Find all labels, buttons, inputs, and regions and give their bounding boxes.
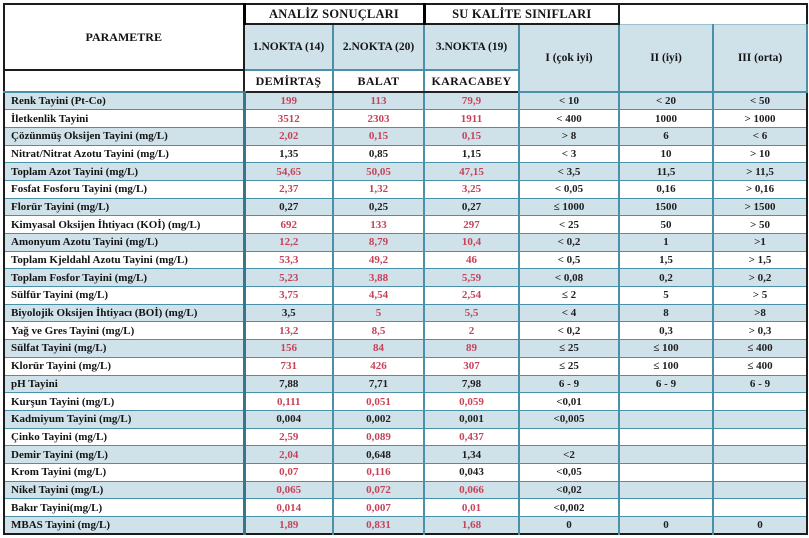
class-limit-value: >8 [713,304,807,322]
measurement-value: 0,111 [244,393,333,411]
class-limit-value: 6 [619,127,713,145]
column-header-parametre: PARAMETRE [4,4,244,70]
column-header-class-2: II (iyi) [619,24,713,92]
header-analiz-sonuclari: ANALİZ SONUÇLARI [244,4,424,24]
class-limit-value: <0,01 [519,393,619,411]
class-limit-value: < 0,08 [519,269,619,287]
parameter-name: Kimyasal Oksijen İhtiyacı (KOİ) (mg/L) [4,216,244,234]
measurement-value: 1,15 [424,145,519,163]
table-body [4,92,807,534]
class-limit-value: < 0,2 [519,234,619,252]
measurement-value: 2303 [333,110,424,128]
measurement-value: 0,051 [333,393,424,411]
measurement-value: 3,88 [333,269,424,287]
table-row [4,463,807,481]
measurement-value: 5,59 [424,269,519,287]
class-limit-value [713,393,807,411]
measurement-value: 0,065 [244,481,333,499]
class-limit-value: <0,005 [519,410,619,428]
measurement-value: 0,01 [424,499,519,517]
measurement-value: 0,07 [244,463,333,481]
table-row [4,481,807,499]
column-header-station-demirtas: DEMİRTAŞ [244,70,333,92]
table-row [4,234,807,252]
class-limit-value [519,428,619,446]
class-limit-value: > 10 [713,145,807,163]
parameter-name: Toplam Kjeldahl Azotu Tayini (mg/L) [4,251,244,269]
class-limit-value: 0,2 [619,269,713,287]
measurement-value: 49,2 [333,251,424,269]
measurement-value: 2,59 [244,428,333,446]
column-header-station-karacabey: KARACABEY [424,70,519,92]
table-row [4,322,807,340]
measurement-value: 0,043 [424,463,519,481]
class-limit-value: 1000 [619,110,713,128]
measurement-value: 2,54 [424,287,519,305]
parameter-name: Sülfat Tayini (mg/L) [4,340,244,358]
class-limit-value: < 6 [713,127,807,145]
class-limit-value: ≤ 25 [519,357,619,375]
measurement-value: 89 [424,340,519,358]
parameter-name: Nitrat/Nitrat Azotu Tayini (mg/L) [4,145,244,163]
measurement-value: 0,059 [424,393,519,411]
class-limit-value [713,499,807,517]
measurement-value: 53,3 [244,251,333,269]
table-row [4,410,807,428]
measurement-value: 79,9 [424,92,519,110]
parameter-name: Bakır Tayini(mg/L) [4,499,244,517]
measurement-value: 3,5 [244,304,333,322]
class-limit-value: 10 [619,145,713,163]
column-header-class-3: III (orta) [713,24,807,92]
measurement-value: 0,014 [244,499,333,517]
class-limit-value: > 0,16 [713,180,807,198]
class-limit-value: ≤ 25 [519,340,619,358]
measurement-value: 0,25 [333,198,424,216]
class-limit-value: > 1500 [713,198,807,216]
class-limit-value: < 0,5 [519,251,619,269]
measurement-value: 1,68 [424,517,519,535]
measurement-value: 1,89 [244,517,333,535]
class-limit-value: 6 - 9 [619,375,713,393]
class-limit-value: < 3,5 [519,163,619,181]
water-quality-table [3,3,808,535]
measurement-value: 3,25 [424,180,519,198]
class-limit-value: <0,05 [519,463,619,481]
measurement-value: 1,32 [333,180,424,198]
table-row [4,198,807,216]
table-row [4,180,807,198]
class-limit-value: < 0,05 [519,180,619,198]
parameter-name: Toplam Fosfor Tayini (mg/L) [4,269,244,287]
measurement-value: 5 [333,304,424,322]
class-limit-value: 0 [619,517,713,535]
class-limit-value: <2 [519,446,619,464]
class-limit-value: > 1000 [713,110,807,128]
measurement-value: 0,089 [333,428,424,446]
class-limit-value: ≤ 1000 [519,198,619,216]
table-row [4,287,807,305]
class-limit-value: 0 [713,517,807,535]
class-limit-value: > 0,2 [713,269,807,287]
class-limit-value [619,463,713,481]
parameter-name: pH Tayini [4,375,244,393]
measurement-value: 0,437 [424,428,519,446]
class-limit-value [619,393,713,411]
parameter-name: Yağ ve Gres Tayini (mg/L) [4,322,244,340]
table-row [4,163,807,181]
class-limit-value: < 4 [519,304,619,322]
header-blank-strip [619,4,807,24]
table-row [4,499,807,517]
column-header-class-1: I (çok iyi) [519,24,619,92]
class-limit-value [713,446,807,464]
table-row [4,216,807,234]
measurement-value: 0,066 [424,481,519,499]
measurement-value: 0,002 [333,410,424,428]
measurement-value: 1,34 [424,446,519,464]
class-limit-value: 0,16 [619,180,713,198]
measurement-value: 12,2 [244,234,333,252]
parameter-name: Kadmiyum Tayini (mg/L) [4,410,244,428]
class-limit-value: ≤ 400 [713,357,807,375]
measurement-value: 46 [424,251,519,269]
class-limit-value: 1500 [619,198,713,216]
class-limit-value: < 10 [519,92,619,110]
class-limit-value: 6 - 9 [713,375,807,393]
class-limit-value: < 25 [519,216,619,234]
parameter-name: Nikel Tayini (mg/L) [4,481,244,499]
measurement-value: 0,001 [424,410,519,428]
measurement-value: 13,2 [244,322,333,340]
measurement-value: 4,54 [333,287,424,305]
measurement-value: 297 [424,216,519,234]
parameter-name: İletkenlik Tayini [4,110,244,128]
measurement-value: 3512 [244,110,333,128]
class-limit-value [713,428,807,446]
parameter-name: Biyolojik Oksijen İhtiyacı (BOİ) (mg/L) [4,304,244,322]
measurement-value: 0,072 [333,481,424,499]
parameter-name: Renk Tayini (Pt-Co) [4,92,244,110]
class-limit-value: 6 - 9 [519,375,619,393]
parameter-name: Krom Tayini (mg/L) [4,463,244,481]
measurement-value: 7,88 [244,375,333,393]
table-row [4,304,807,322]
class-limit-value [619,410,713,428]
class-limit-value: 5 [619,287,713,305]
measurement-value: 0,15 [333,127,424,145]
measurement-value: 0,27 [244,198,333,216]
measurement-value: 50,05 [333,163,424,181]
measurement-value: 0,648 [333,446,424,464]
measurement-value: 0,007 [333,499,424,517]
measurement-value: 1911 [424,110,519,128]
measurement-value: 47,15 [424,163,519,181]
class-limit-value [713,481,807,499]
class-limit-value: ≤ 400 [713,340,807,358]
measurement-value: 5,5 [424,304,519,322]
parameter-name: Fosfat Fosforu Tayini (mg/L) [4,180,244,198]
table-row [4,357,807,375]
class-limit-value: ≤ 100 [619,340,713,358]
table-row [4,446,807,464]
table-row [4,92,807,110]
class-limit-value: 0 [519,517,619,535]
measurement-value: 731 [244,357,333,375]
parameter-name: Florür Tayini (mg/L) [4,198,244,216]
table-row [4,251,807,269]
class-limit-value: 1,5 [619,251,713,269]
parameter-name: Klorür Tayini (mg/L) [4,357,244,375]
measurement-value: 7,98 [424,375,519,393]
measurement-value: 2,04 [244,446,333,464]
table-row [4,428,807,446]
class-limit-value: > 5 [713,287,807,305]
parameter-name: Çinko Tayini (mg/L) [4,428,244,446]
class-limit-value: 0,3 [619,322,713,340]
measurement-value: 8,5 [333,322,424,340]
parameter-name: Kurşun Tayini (mg/L) [4,393,244,411]
class-limit-value: > 0,3 [713,322,807,340]
measurement-value: 307 [424,357,519,375]
header-blank-cell [4,70,244,92]
parameter-name: Demir Tayini (mg/L) [4,446,244,464]
class-limit-value: > 1,5 [713,251,807,269]
parameter-name: Sülfür Tayini (mg/L) [4,287,244,305]
class-limit-value: ≤ 2 [519,287,619,305]
measurement-value: 3,75 [244,287,333,305]
column-header-point-1: 1.NOKTA (14) [244,24,333,70]
class-limit-value: 11,5 [619,163,713,181]
measurement-value: 0,85 [333,145,424,163]
class-limit-value: < 400 [519,110,619,128]
measurement-value: 113 [333,92,424,110]
parameter-name: Toplam Azot Tayini (mg/L) [4,163,244,181]
class-limit-value: > 11,5 [713,163,807,181]
class-limit-value [619,446,713,464]
class-limit-value: > 50 [713,216,807,234]
header-su-kalite-siniflari: SU KALİTE SINIFLARI [424,4,619,24]
table-row [4,127,807,145]
measurement-value: 0,116 [333,463,424,481]
table-row [4,145,807,163]
class-limit-value [619,499,713,517]
measurement-value: 2,37 [244,180,333,198]
table-row [4,269,807,287]
column-header-station-balat: BALAT [333,70,424,92]
measurement-value: 0,831 [333,517,424,535]
measurement-value: 1,35 [244,145,333,163]
class-limit-value: < 20 [619,92,713,110]
parameter-name: Amonyum Azotu Tayini (mg/L) [4,234,244,252]
measurement-value: 199 [244,92,333,110]
column-header-point-2: 2.NOKTA (20) [333,24,424,70]
class-limit-value: 8 [619,304,713,322]
measurement-value: 8,79 [333,234,424,252]
class-limit-value [713,410,807,428]
table-row [4,517,807,535]
class-limit-value [713,463,807,481]
measurement-value: 84 [333,340,424,358]
class-limit-value [619,428,713,446]
class-limit-value: ≤ 100 [619,357,713,375]
class-limit-value: 50 [619,216,713,234]
class-limit-value: < 0,2 [519,322,619,340]
measurement-value: 0,15 [424,127,519,145]
parameter-name: Çözünmüş Oksijen Tayini (mg/L) [4,127,244,145]
header-group-row [4,4,807,24]
measurement-value: 54,65 [244,163,333,181]
class-limit-value: < 3 [519,145,619,163]
measurement-value: 5,23 [244,269,333,287]
class-limit-value: < 50 [713,92,807,110]
measurement-value: 426 [333,357,424,375]
table-row [4,375,807,393]
parameter-name: MBAS Tayini (mg/L) [4,517,244,535]
table-row [4,393,807,411]
measurement-value: 133 [333,216,424,234]
measurement-value: 156 [244,340,333,358]
table-row [4,110,807,128]
class-limit-value [619,481,713,499]
measurement-value: 2 [424,322,519,340]
class-limit-value: <0,02 [519,481,619,499]
measurement-value: 0,27 [424,198,519,216]
class-limit-value: >1 [713,234,807,252]
class-limit-value: > 8 [519,127,619,145]
measurement-value: 7,71 [333,375,424,393]
measurement-value: 10,4 [424,234,519,252]
measurement-value: 692 [244,216,333,234]
column-header-point-3: 3.NOKTA (19) [424,24,519,70]
measurement-value: 2,02 [244,127,333,145]
measurement-value: 0,004 [244,410,333,428]
table-row [4,340,807,358]
class-limit-value: <0,002 [519,499,619,517]
class-limit-value: 1 [619,234,713,252]
